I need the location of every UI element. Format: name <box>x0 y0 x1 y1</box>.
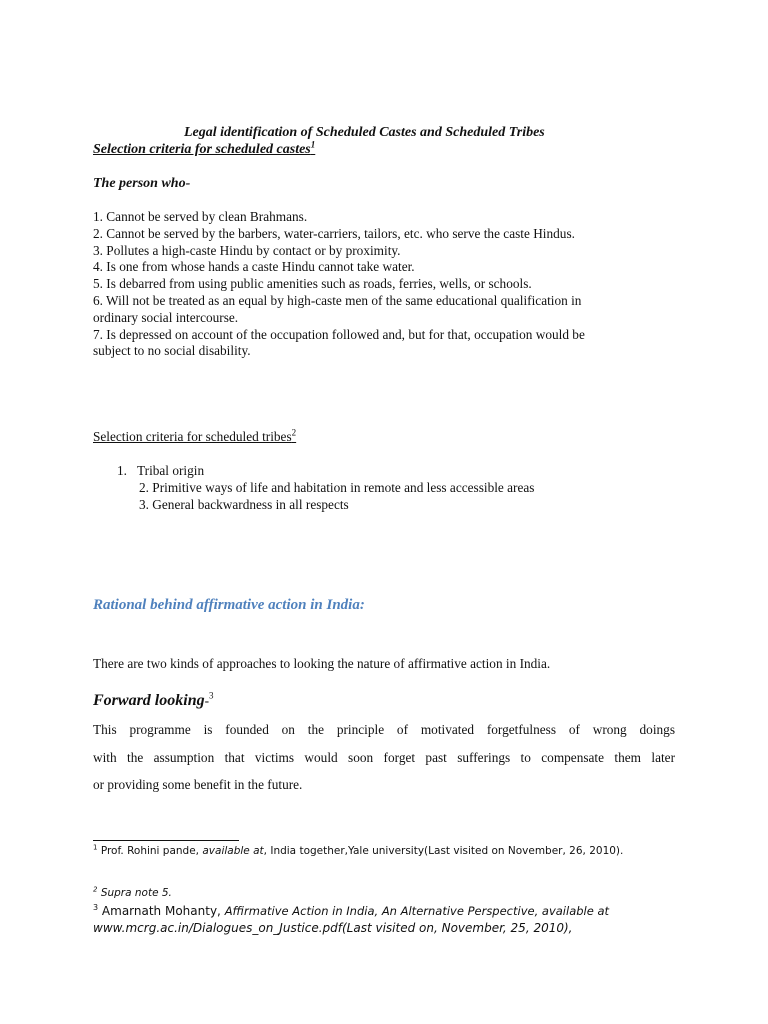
footnote-1-number: 1 <box>93 843 98 852</box>
paragraph-line: or providing some benefit in the future. <box>93 777 303 792</box>
sc-criteria-heading <box>93 139 316 158</box>
sc-criteria-list <box>93 209 585 360</box>
sc-item: 7. Is depressed on account of the occupation followed and, but for that, occupation would be <box>93 326 585 342</box>
st-item-1 <box>117 462 204 479</box>
person-who-heading: The person who- <box>93 176 191 191</box>
paragraph-line: This programme is founded on the principle of motivated forgetfulness of wrong doings <box>93 722 675 737</box>
st-footnote-ref: 2 <box>291 427 297 438</box>
document-title: Legal identification of Scheduled Castes and Scheduled Tribes <box>184 125 545 140</box>
paragraph-line: with the assumption that victims would soon forget past sufferings to compensate them later <box>93 749 675 765</box>
sc-item: 2. Cannot be served by the barbers, water-carriers, tailors, etc. who serve the caste Hindus. <box>93 225 575 241</box>
footnote-2-text: Supra note 5. <box>100 887 172 899</box>
footnote-1-author: Prof. Rohini pande, <box>100 845 203 857</box>
forward-looking-paragraph <box>93 716 675 799</box>
sc-item: 4. Is one from whose hands a caste Hindu cannot take water. <box>93 259 415 275</box>
approaches-paragraph: There are two kinds of approaches to looking the nature of affirmative action in India. <box>93 656 551 671</box>
st-item-1-text: Tribal origin <box>136 463 205 478</box>
sc-item: ordinary social intercourse. <box>93 309 239 325</box>
footnote-3-author: Amarnath Mohanty, <box>101 904 225 918</box>
sc-item: 6. Will not be treated as an equal by high-caste men of the same educational qualification in <box>93 292 582 308</box>
sc-item: 3. Pollutes a high-caste Hindu by contact or by proximity. <box>93 242 401 258</box>
footnote-1 <box>93 845 623 857</box>
forward-looking-title: Forward looking <box>93 692 205 709</box>
st-item-1-number: 1. <box>117 463 127 478</box>
st-item-3: 3. General backwardness in all respects <box>139 497 349 512</box>
sc-item: subject to no social disability. <box>93 343 251 359</box>
footnote-3 <box>93 904 609 918</box>
st-criteria-heading-text: Selection criteria for scheduled tribes <box>93 429 292 444</box>
sc-footnote-ref: 1 <box>310 139 316 150</box>
forward-looking-dash: - <box>204 693 210 708</box>
footnote-3-url: www.mcrg.ac.in/Dialogues_on_Justice.pdf(Last visited on, November, 25, 2010), <box>93 921 573 935</box>
forward-footnote-ref: 3 <box>209 690 214 701</box>
footnote-1-source: , India together,Yale university(Last visited on November, 26, 2010). <box>263 845 624 857</box>
footnote-3-number: 3 <box>93 903 99 912</box>
footnote-separator <box>93 840 239 841</box>
footnote-2 <box>93 887 172 899</box>
sc-criteria-heading-text: Selection criteria for scheduled castes <box>93 142 311 157</box>
st-item-2: 2. Primitive ways of life and habitation in remote and less accessible areas <box>139 480 535 495</box>
sc-item: 1. Cannot be served by clean Brahmans. <box>93 209 308 224</box>
rational-heading: Rational behind affirmative action in India: <box>93 597 365 613</box>
footnote-3-title: Affirmative Action in India, An Alternative Perspective, available at <box>224 904 610 918</box>
footnote-1-available: available at <box>202 845 264 857</box>
st-criteria-heading <box>93 428 296 445</box>
forward-looking-heading <box>93 692 214 710</box>
footnote-2-number: 2 <box>93 885 98 894</box>
sc-item: 5. Is debarred from using public amenities such as roads, ferries, wells, or schools. <box>93 276 532 292</box>
